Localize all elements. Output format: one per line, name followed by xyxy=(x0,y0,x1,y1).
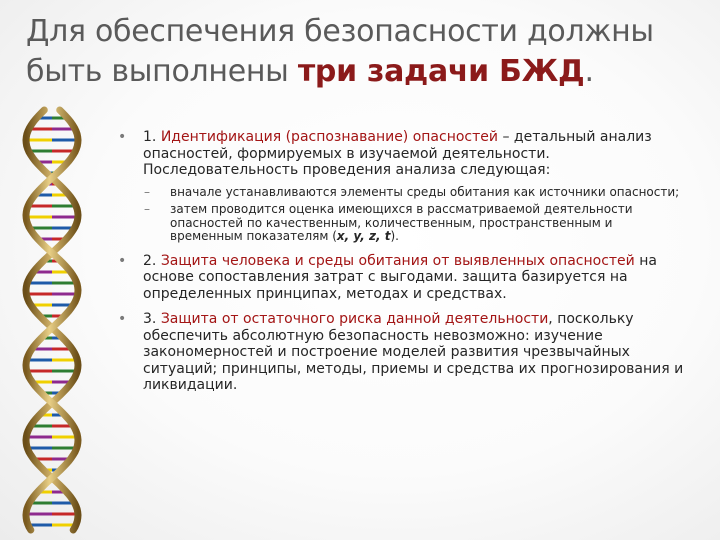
item-heading: Идентификация (распознавание) опасностей xyxy=(160,129,498,145)
item-text: на основе сопоставления затрат с выгодами. защита базируется на определенных принципах, методах и средствах. xyxy=(143,252,657,302)
item-heading: Защита человека и среды обитания от выявленных опасностей xyxy=(160,252,635,269)
title-end: . xyxy=(584,54,594,89)
slide-title xyxy=(26,12,706,92)
sub-dash: – xyxy=(144,202,150,216)
sub-vars: x, y, z, t xyxy=(336,229,391,243)
sub-end: ). xyxy=(390,229,399,243)
title-text: Для обеспечения безопасности должны быть выполнены xyxy=(26,14,654,89)
item-number: 3. xyxy=(143,311,161,327)
bullet: • xyxy=(118,252,127,269)
sub-text: вначале устанавливаются элементы среды обитания как источники опасности; xyxy=(170,184,680,199)
sub-item-1 xyxy=(118,186,688,200)
list-item-3 xyxy=(118,311,688,394)
bullet: • xyxy=(118,311,127,327)
item-number: 1. xyxy=(143,129,161,145)
dna-helix-illustration xyxy=(10,100,110,540)
item-heading: Защита от остаточного риска данной деятельности xyxy=(160,311,549,327)
item-number: 2. xyxy=(143,252,161,269)
content-list xyxy=(118,129,688,394)
sub-text: затем проводится оценка имеющихся в рассматриваемой деятельности опасностей по качественным, количественным, пространственным и временным показателям ( xyxy=(170,202,633,243)
sub-item-2 xyxy=(118,203,688,244)
sub-dash: – xyxy=(144,184,150,199)
list-item-2 xyxy=(118,253,688,303)
item-text: – детальный анализ опасностей, формируемых в изучаемой деятельности. Последовательность проведения анализа следующая: xyxy=(143,129,652,178)
title-highlight: три задачи БЖД xyxy=(297,54,585,89)
bullet: • xyxy=(118,129,127,145)
list-item-1 xyxy=(118,129,688,179)
item-text: , поскольку обеспечить абсолютную безопасность невозможно: изучение закономерностей и построение моделей развития чрезвычайных ситуаций; принципы, методы, приемы и средства их прогнозирования и ликвидации. xyxy=(143,311,684,393)
